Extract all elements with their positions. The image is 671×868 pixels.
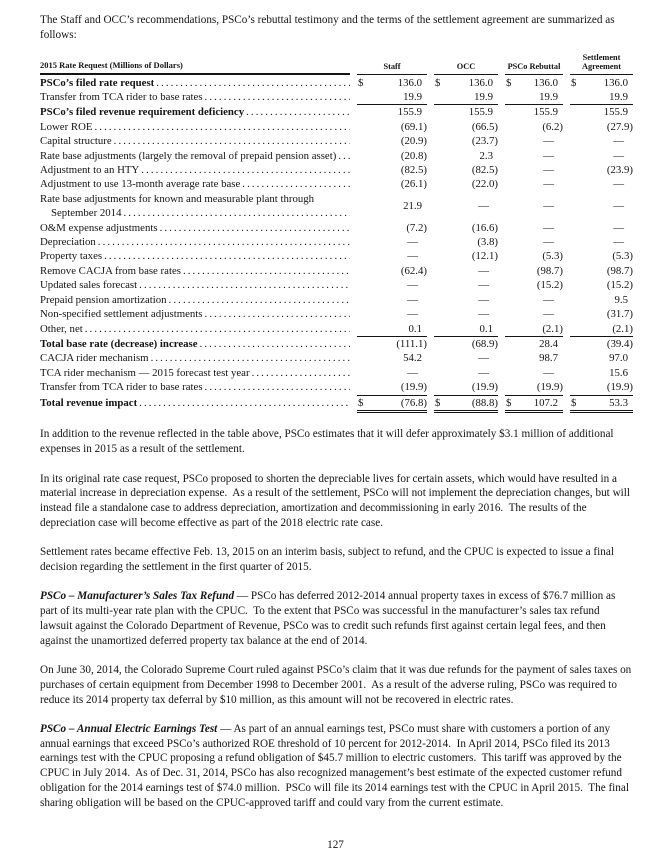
value: —	[478, 308, 489, 321]
value-cell	[570, 322, 633, 337]
row-label: Transfer from TCA rider to base rates	[40, 381, 203, 394]
value: (15.2)	[606, 279, 633, 292]
value: (20.8)	[400, 149, 427, 162]
value-cell	[357, 105, 427, 119]
table-row	[40, 221, 633, 235]
table-row	[40, 337, 633, 351]
value-cell	[357, 366, 427, 380]
value-cell	[570, 278, 633, 292]
value-cell	[570, 149, 633, 163]
dot-leader	[205, 307, 350, 321]
value-cell	[570, 221, 633, 235]
value: —	[543, 164, 554, 177]
value-cell	[434, 221, 498, 235]
value-cell	[570, 249, 633, 263]
value-cell	[357, 221, 427, 235]
value: —	[478, 279, 489, 292]
table-row	[40, 76, 633, 90]
value: (19.9)	[536, 381, 563, 394]
value: —	[543, 308, 554, 321]
value: (16.6)	[471, 221, 498, 234]
value: (82.5)	[400, 164, 427, 177]
table-row	[40, 177, 633, 191]
dollar-sign: $	[435, 76, 441, 89]
dot-leader	[200, 337, 350, 351]
row-label: PSCo’s filed rate request	[40, 76, 155, 89]
paragraph-heading: PSCo – Annual Electric Earnings Test	[40, 722, 218, 735]
table-row	[40, 163, 633, 177]
value: (15.2)	[536, 279, 563, 292]
value: —	[613, 236, 624, 249]
row-label-wrap	[40, 380, 350, 395]
row-label-wrap	[40, 221, 350, 235]
table-row	[40, 278, 633, 292]
value-cell	[505, 90, 563, 105]
table-row	[40, 90, 633, 105]
value: (39.4)	[606, 337, 633, 350]
table-row	[40, 249, 633, 263]
value: (111.1)	[396, 337, 427, 350]
row-label: Total base rate (decrease) increase	[40, 337, 198, 350]
table-row	[40, 351, 633, 365]
value-cell	[505, 293, 563, 307]
column-header: PSCo Rebuttal	[505, 62, 563, 75]
dot-leader	[242, 177, 350, 191]
row-label: TCA rider mechanism — 2015 forecast test year	[40, 366, 250, 379]
value: 107.2	[533, 396, 558, 409]
row-label-wrap	[40, 293, 350, 307]
row-label-line2: September 2014	[51, 207, 122, 220]
value: (76.8)	[400, 396, 427, 409]
row-label-wrap	[40, 163, 350, 177]
value: 19.9	[474, 91, 493, 103]
table-row	[40, 120, 633, 134]
value: —	[478, 264, 489, 277]
value-cell	[505, 105, 563, 119]
row-label: Property taxes	[40, 250, 103, 263]
value: (19.9)	[471, 381, 498, 394]
value: (98.7)	[536, 264, 563, 277]
dot-leader	[151, 351, 350, 365]
value-cell	[357, 235, 427, 249]
value-cell	[570, 307, 633, 321]
value-cell	[434, 90, 498, 105]
table-row	[40, 134, 633, 148]
value: —	[478, 293, 489, 306]
value: (82.5)	[471, 164, 498, 177]
page-number: 127	[327, 839, 344, 852]
paragraph-heading: PSCo – Manufacturer’s Sales Tax Refund	[40, 590, 235, 603]
table-row	[40, 149, 633, 163]
dot-leader	[183, 264, 350, 278]
row-label: Rate base adjustments for known and measurable plant through	[40, 192, 315, 205]
value-cell	[505, 221, 563, 235]
value-cell	[505, 264, 563, 278]
dot-leader	[139, 396, 350, 410]
row-label: O&M expense adjustments	[40, 221, 158, 234]
value: 9.5	[614, 293, 628, 306]
dot-leader	[205, 90, 350, 104]
value: (98.7)	[606, 264, 633, 277]
value: —	[478, 366, 489, 379]
value-cell	[505, 149, 563, 163]
value: 15.6	[609, 366, 628, 379]
value: (2.1)	[612, 322, 633, 335]
value-cell	[434, 293, 498, 307]
row-label-wrap	[40, 322, 350, 337]
value: —	[543, 135, 554, 148]
value: 136.0	[468, 76, 493, 89]
dot-leader	[141, 163, 350, 177]
paragraph	[40, 722, 633, 811]
value: 19.9	[403, 91, 422, 103]
row-label: Rate base adjustments (largely the removal of prepaid pension asset)	[40, 149, 337, 162]
value-cell	[505, 134, 563, 148]
value-cell	[505, 366, 563, 380]
value: (31.7)	[606, 308, 633, 321]
dot-leader	[104, 249, 350, 263]
row-label-wrap	[40, 337, 350, 351]
value-cell	[505, 163, 563, 177]
value: 155.9	[468, 106, 493, 119]
dot-leader	[160, 221, 350, 235]
row-label: Capital structure	[40, 135, 112, 148]
row-label-wrap	[40, 249, 350, 263]
value-cell	[434, 380, 498, 395]
dot-leader	[85, 322, 350, 336]
value: 0.1	[479, 322, 493, 335]
paragraph-text: Settlement rates became effective Feb. 13, 2015 on an interim basis, subject to refund, and the CPUC is expected to issue a final decision regarding the settlement in the first quarter of 2015.	[40, 546, 617, 574]
paragraph	[40, 545, 633, 575]
value-cell	[570, 293, 633, 307]
value: (27.9)	[606, 120, 633, 133]
value-cell	[357, 249, 427, 263]
value: 136.0	[397, 76, 422, 89]
value-cell	[570, 380, 633, 395]
dot-leader	[114, 134, 350, 148]
value-cell	[505, 120, 563, 134]
value-cell	[570, 366, 633, 380]
value: (19.9)	[400, 381, 427, 394]
value: —	[613, 221, 624, 234]
value: 19.9	[539, 91, 558, 103]
value-cell	[357, 380, 427, 395]
value-cell	[434, 105, 498, 119]
row-label-wrap	[40, 264, 350, 278]
value-cell	[570, 337, 633, 351]
value: (7.2)	[406, 221, 427, 234]
paragraph	[40, 663, 633, 707]
value: (5.3)	[542, 250, 563, 263]
table-header-row	[40, 53, 633, 75]
value: 97.0	[609, 352, 628, 365]
column-header: OCC	[434, 62, 498, 75]
table-row	[40, 322, 633, 337]
value-cell	[434, 120, 498, 134]
value: —	[543, 200, 554, 213]
value-cell	[434, 307, 498, 321]
table-row	[40, 380, 633, 395]
value-cell	[505, 396, 563, 413]
dot-leader	[98, 235, 350, 249]
value: (62.4)	[400, 264, 427, 277]
row-label: Adjustment to use 13-month average rate base	[40, 178, 241, 191]
value: 98.7	[539, 352, 558, 365]
table-row	[40, 396, 633, 413]
value-cell	[505, 322, 563, 337]
paragraph-text: In its original rate case request, PSCo proposed to shorten the depreciable lives for certain assets, which would have resulted in a material increase in depreciation expense. As a result of the settlement, PSCo will not implement the depreciation changes, but will instead file a standalone case to address depreciation, amortization and decommissioning in early 2016. The results of the depreciation case will become effective as part of the 2018 electric rate case.	[40, 472, 633, 529]
value: 0.1	[408, 322, 422, 335]
row-label: Prepaid pension amortization	[40, 293, 167, 306]
value: (12.1)	[471, 250, 498, 263]
row-label-wrap	[40, 192, 350, 221]
row-label: CACJA rider mechanism	[40, 352, 149, 365]
value-cell	[505, 351, 563, 365]
value-cell	[434, 149, 498, 163]
value-cell	[434, 264, 498, 278]
row-label: Other, net	[40, 322, 83, 335]
value: 21.9	[403, 200, 422, 213]
row-label-wrap	[40, 307, 350, 321]
paragraph-text: On June 30, 2014, the Colorado Supreme Court ruled against PSCo’s claim that it was due refunds for the payment of sales taxes on purchases of certain equipment from December 1998 to December 2001. As a result of the adverse ruling, PSCo was required to reduce its 2014 property tax deferral by $10 million, as this amount will not be recovered in electric rates.	[40, 664, 635, 706]
row-label-wrap	[40, 396, 350, 413]
value: —	[613, 149, 624, 162]
row-label-wrap	[40, 177, 350, 191]
value-cell	[357, 293, 427, 307]
value: (5.3)	[612, 250, 633, 263]
dot-leader	[205, 380, 350, 394]
value: —	[543, 366, 554, 379]
value-cell	[434, 366, 498, 380]
row-label: Depreciation	[40, 236, 96, 249]
row-label: Lower ROE	[40, 120, 93, 133]
value: 53.3	[609, 396, 628, 409]
value-cell	[357, 278, 427, 292]
value: —	[613, 135, 624, 148]
value-cell	[357, 177, 427, 191]
value: —	[407, 308, 418, 321]
value-cell	[505, 192, 563, 221]
value-cell	[570, 120, 633, 134]
table-row	[40, 293, 633, 307]
value: —	[543, 178, 554, 191]
paragraph-text: In addition to the revenue reflected in the table above, PSCo estimates that it will defer approximately $3.1 million of additional expenses in 2015 as a result of the settlement.	[40, 428, 617, 456]
value: (20.9)	[400, 135, 427, 148]
value-cell	[357, 149, 427, 163]
table-label-header: 2015 Rate Request (Millions of Dollars)	[40, 60, 350, 75]
row-label-wrap	[40, 235, 350, 249]
value: —	[407, 236, 418, 249]
value-cell	[505, 278, 563, 292]
value: (69.1)	[400, 120, 427, 133]
value: 155.9	[603, 106, 628, 119]
value: (22.0)	[471, 178, 498, 191]
table-row	[40, 307, 633, 321]
row-label-wrap	[40, 134, 350, 148]
row-label-wrap	[40, 149, 350, 163]
dot-leader	[156, 76, 350, 90]
value: —	[407, 279, 418, 292]
dot-leader	[246, 105, 350, 119]
dollar-sign: $	[506, 396, 512, 409]
paragraph-text: — As part of an annual earnings test, PSCo must share with customers a portion of any annual earnings that exceed PSCo’s authorized ROE threshold of 10 percent for 2012-2014. In April 2014, PSCo filed its 2013 earnings test with the CPUC proposing a refund obligation of $45.7 million to electric customers. This tariff was approved by the CPUC in July 2014. As of Dec. 31, 2014, PSCo has also recognized management’s best estimate of the expected customer refund obligation for the 2014 earnings test of $74.0 million. PSCo will file its 2014 earnings test with the CPUC in April 2015. The final sharing obligation will be based on the CPUC-approved tariff and could vary from the current estimate.	[40, 722, 632, 809]
value-cell	[434, 337, 498, 351]
value: 155.9	[397, 106, 422, 119]
value-cell	[505, 177, 563, 191]
paragraph	[40, 427, 633, 457]
value-cell	[434, 278, 498, 292]
value: —	[407, 250, 418, 263]
table-row	[40, 366, 633, 380]
dot-leader	[169, 293, 350, 307]
value-cell	[357, 134, 427, 148]
row-label-wrap	[40, 105, 350, 119]
row-label: Transfer from TCA rider to base rates	[40, 91, 203, 103]
row-label-wrap	[40, 90, 350, 105]
dollar-sign: $	[506, 76, 512, 89]
value-cell	[570, 235, 633, 249]
table-row	[40, 192, 633, 221]
value-cell	[434, 351, 498, 365]
value: —	[543, 293, 554, 306]
value-cell	[570, 134, 633, 148]
table-row	[40, 235, 633, 249]
value-cell	[357, 322, 427, 337]
intro-paragraph: The Staff and OCC’s recommendations, PSCo’s rebuttal testimony and the terms of the settlement agreement are summarized as follows:	[40, 14, 618, 41]
value: (26.1)	[400, 178, 427, 191]
value-cell	[570, 396, 633, 413]
value-cell	[357, 396, 427, 413]
value: (66.5)	[471, 120, 498, 133]
column-header: Staff	[357, 62, 427, 75]
value: (6.2)	[542, 120, 563, 133]
value-cell	[434, 322, 498, 337]
value-cell	[357, 264, 427, 278]
value-cell	[570, 76, 633, 90]
row-label: Non-specified settlement adjustments	[40, 308, 203, 321]
row-label: PSCo’s filed revenue requirement deficiency	[40, 106, 245, 119]
value: (2.1)	[542, 322, 563, 335]
dot-leader	[338, 149, 350, 163]
value: (19.9)	[606, 381, 633, 394]
value: 136.0	[603, 76, 628, 89]
value: (88.8)	[471, 396, 498, 409]
value-cell	[570, 90, 633, 105]
value-cell	[570, 177, 633, 191]
value-cell	[357, 307, 427, 321]
value-cell	[434, 235, 498, 249]
value-cell	[570, 163, 633, 177]
value: —	[407, 293, 418, 306]
rate-request-table	[40, 53, 633, 413]
value-cell	[434, 396, 498, 413]
paragraph	[40, 472, 633, 531]
row-label-wrap	[40, 120, 350, 134]
dollar-sign: $	[571, 76, 577, 89]
value-cell	[357, 120, 427, 134]
value-cell	[570, 105, 633, 119]
table-row	[40, 105, 633, 119]
value: (3.8)	[477, 236, 498, 249]
row-label: Adjustment to an HTY	[40, 164, 140, 177]
value-cell	[357, 337, 427, 351]
value: 28.4	[539, 337, 558, 350]
value-cell	[570, 264, 633, 278]
value-cell	[357, 90, 427, 105]
value-cell	[434, 163, 498, 177]
row-label: Remove CACJA from base rates	[40, 264, 181, 277]
value: —	[543, 221, 554, 234]
value-cell	[434, 76, 498, 90]
value: (23.9)	[606, 164, 633, 177]
body-paragraphs	[40, 427, 633, 810]
value-cell	[570, 192, 633, 221]
dollar-sign: $	[435, 396, 441, 409]
value-cell	[434, 134, 498, 148]
row-label-wrap	[40, 351, 350, 365]
value: 136.0	[533, 76, 558, 89]
value: 54.2	[403, 352, 422, 365]
value-cell	[505, 380, 563, 395]
value-cell	[357, 163, 427, 177]
value: (23.7)	[471, 135, 498, 148]
value-cell	[505, 76, 563, 90]
value-cell	[434, 249, 498, 263]
value: —	[613, 178, 624, 191]
value: 19.9	[609, 91, 628, 103]
dot-leader	[139, 278, 350, 292]
value: 2.3	[479, 149, 493, 162]
paragraph-text: — PSCo has deferred 2012-2014 annual property taxes in excess of $76.7 million as part of its multi-year rate plan with the CPUC. To the extent that PSCo was successful in the manufacturer’s sales tax refund lawsuit against the Colorado Department of Revenue, PSCo was to credit such refunds first against certain legal fees, and then against the unamortized deferred property tax balance at the end of 2014.	[40, 590, 619, 647]
value: —	[543, 236, 554, 249]
dollar-sign: $	[358, 76, 364, 89]
paragraph	[40, 589, 633, 648]
row-label-wrap	[40, 278, 350, 292]
row-label: Total revenue impact	[40, 396, 138, 409]
value-cell	[357, 192, 427, 221]
value: —	[543, 149, 554, 162]
value-cell	[505, 235, 563, 249]
row-label-wrap	[40, 76, 350, 90]
value: —	[478, 352, 489, 365]
value-cell	[434, 177, 498, 191]
value-cell	[505, 249, 563, 263]
dollar-sign: $	[358, 396, 364, 409]
table-row	[40, 264, 633, 278]
value-cell	[357, 76, 427, 90]
dot-leader	[123, 206, 350, 220]
value-cell	[434, 192, 498, 221]
dot-leader	[252, 366, 350, 380]
dot-leader	[94, 120, 350, 134]
value-cell	[570, 351, 633, 365]
table-body	[40, 76, 633, 413]
value: (68.9)	[471, 337, 498, 350]
value: 155.9	[533, 106, 558, 119]
value: —	[613, 200, 624, 213]
value-cell	[505, 337, 563, 351]
value-cell	[505, 307, 563, 321]
value: —	[478, 200, 489, 213]
value: —	[407, 366, 418, 379]
column-header: Settlement Agreement	[570, 53, 633, 75]
row-label-wrap	[40, 366, 350, 380]
dollar-sign: $	[571, 396, 577, 409]
row-label: Updated sales forecast	[40, 279, 138, 292]
value-cell	[357, 351, 427, 365]
